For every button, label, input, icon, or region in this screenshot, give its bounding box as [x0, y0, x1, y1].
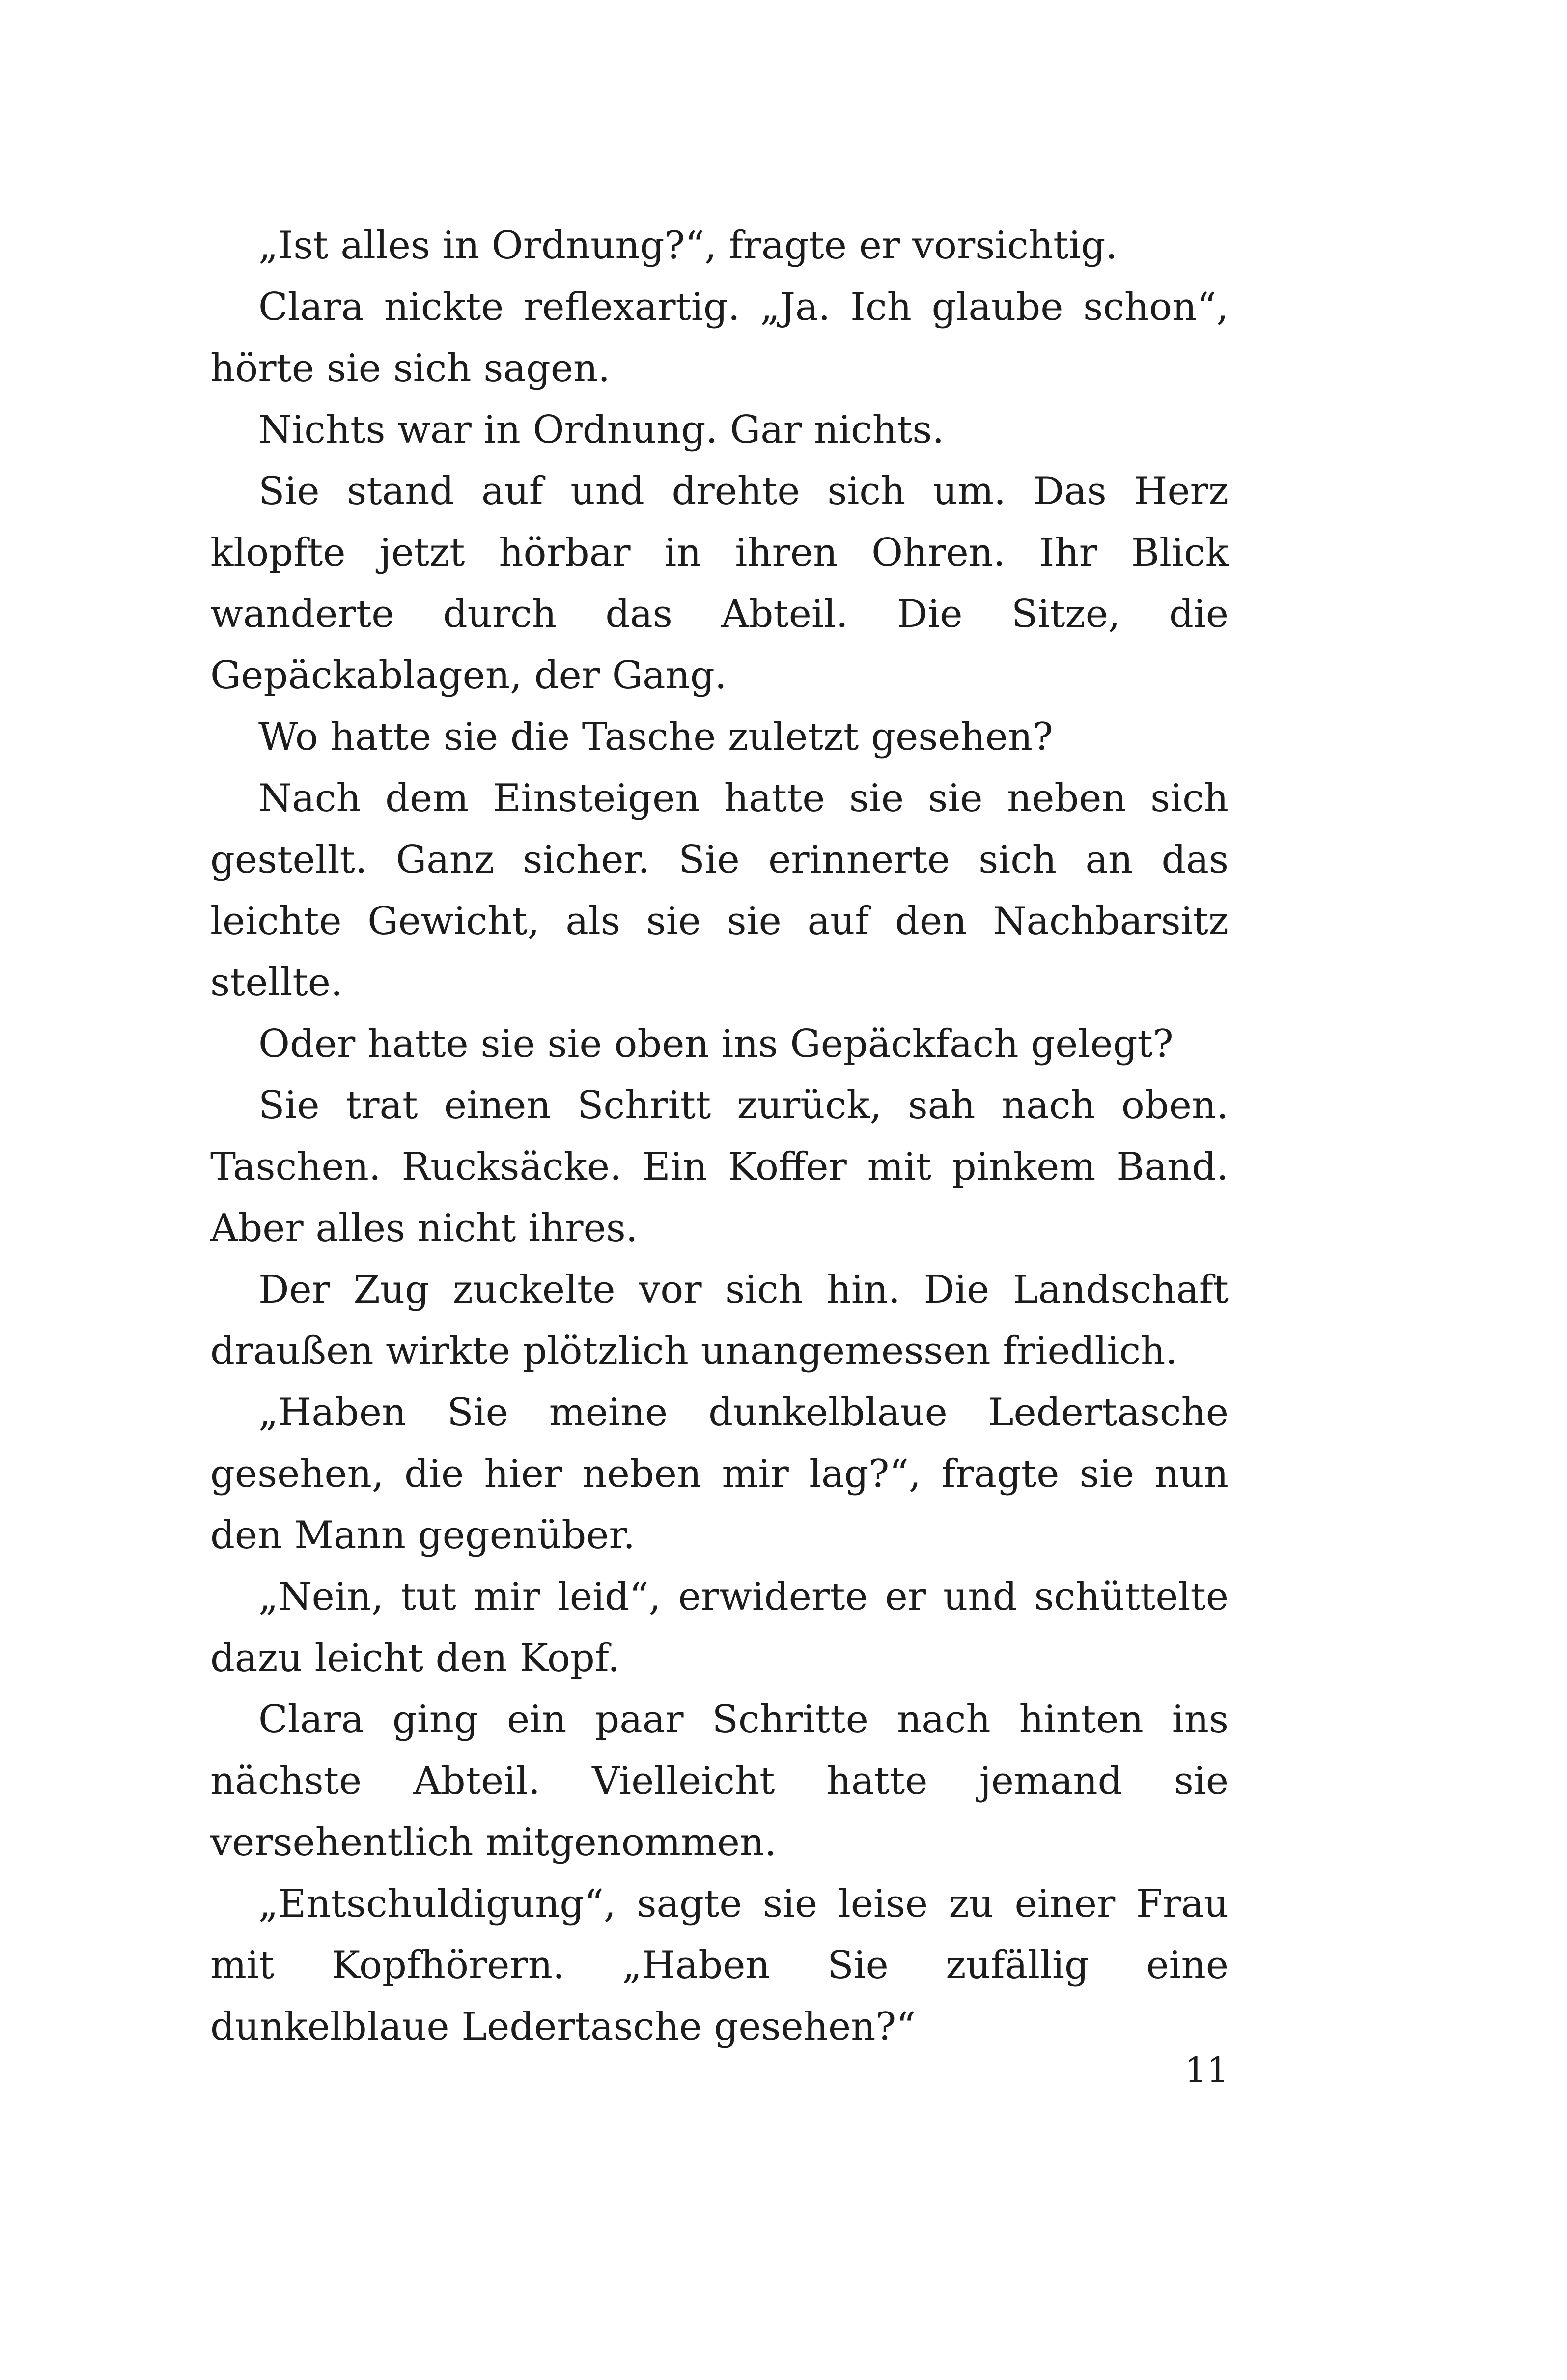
paragraph: Clara nickte reflexartig. „Ja. Ich glaube schon“, hörte sie sich sagen.	[210, 285, 1229, 391]
paragraph: Clara ging ein paar Schritte nach hinten ins nächste Abteil. Vielleicht hatte jemand sie versehentlich mitgenommen.	[210, 1698, 1229, 1865]
paragraph: Nach dem Einsteigen hatte sie sie neben sich gestellt. Ganz sicher. Sie erinnerte sich an das leichte Gewicht, als sie sie auf den Nachbarsitz stellte.	[210, 776, 1229, 1005]
paragraph: Nichts war in Ordnung. Gar nichts.	[258, 408, 945, 452]
paragraph: „Ist alles in Ordnung?“, fragte er vorsichtig.	[258, 224, 1118, 268]
paragraph: Sie trat einen Schritt zurück, sah nach oben. Taschen. Rucksäcke. Ein Koffer mit pinkem Band. Aber alles nicht ihres.	[210, 1083, 1229, 1250]
paragraph: „Haben Sie meine dunkelblaue Ledertasche gesehen, die hier neben mir lag?“, fragte sie nun den Mann gegenüber.	[210, 1390, 1229, 1558]
paragraph: „Entschuldigung“, sagte sie leise zu einer Frau mit Kopfhörern. „Haben Sie zufällig eine dunkelblaue Ledertasche gesehen?“	[210, 1882, 1229, 2049]
body-text	[210, 215, 1229, 2058]
paragraph: Der Zug zuckelte vor sich hin. Die Landschaft draußen wirkte plötzlich unangemessen friedlich.	[210, 1268, 1229, 1373]
paragraph: Wo hatte sie die Tasche zuletzt gesehen?	[258, 715, 1053, 759]
paragraph: „Nein, tut mir leid“, erwiderte er und schüttelte dazu leicht den Kopf.	[210, 1575, 1229, 1680]
page-number: 11	[1184, 2050, 1229, 2090]
paragraph: Oder hatte sie sie oben ins Gepäckfach gelegt?	[258, 1022, 1174, 1066]
paragraph: Sie stand auf und drehte sich um. Das Herz klopfte jetzt hörbar in ihren Ohren. Ihr Blick wanderte durch das Abteil. Die Sitze, die Gepäckablagen, der Gang.	[210, 469, 1229, 698]
